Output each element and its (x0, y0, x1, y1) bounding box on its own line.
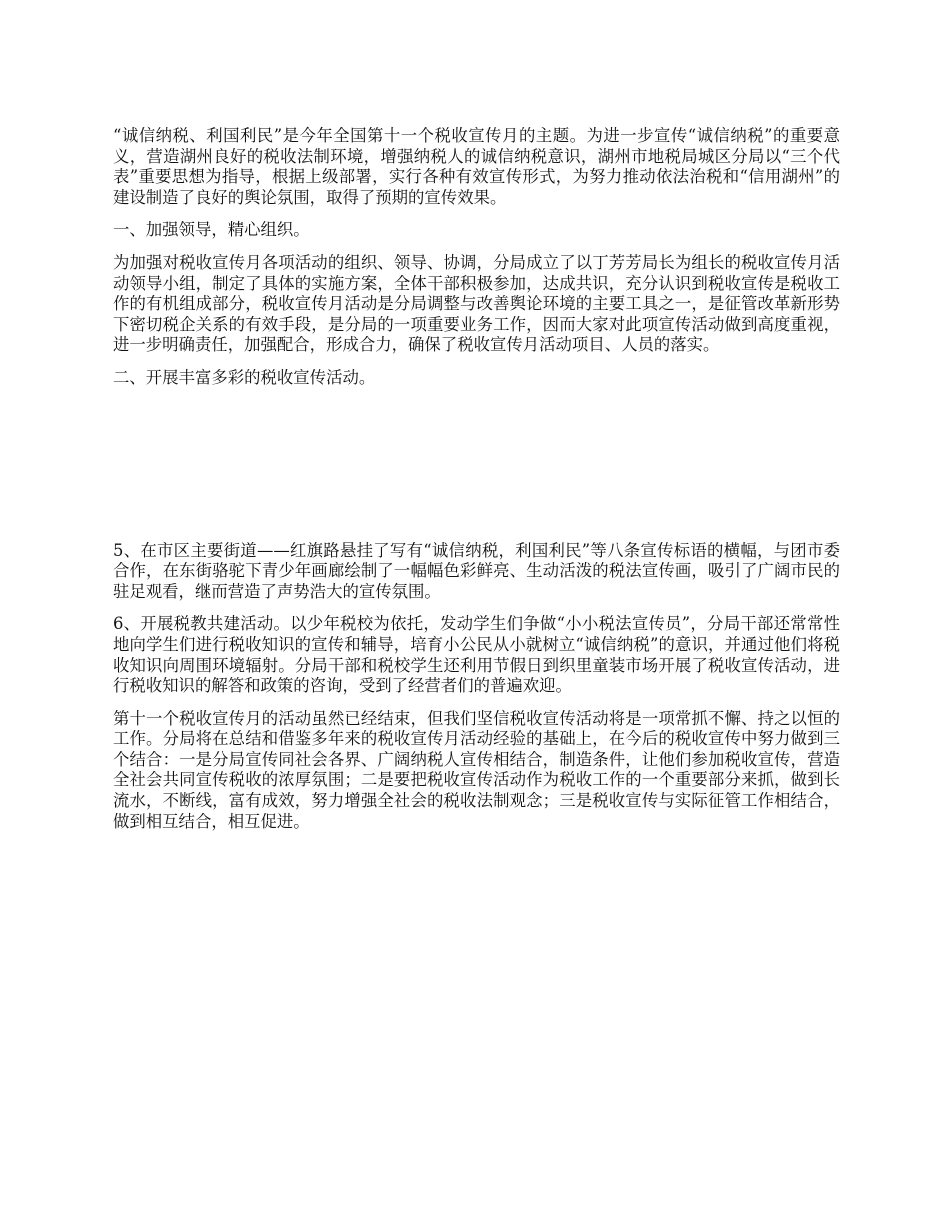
section-1-paragraph: 为加强对税收宣传月各项活动的组织、领导、协调，分局成立了以丁芳芳局长为组长的税收宣传月活动领导小组，制定了具体的实施方案，全体干部积极参加，达成共识，充分认识到税收宣传是税收工作的有机组成部分，税收宣传月活动是分局调整与改善舆论环境的主要工具之一，是征管改革新形势下密切税企关系的有效手段，是分局的一项重要业务工作，因而大家对此项宣传活动做到高度重视，进一步明确责任，加强配合，形成合力，确保了税收宣传月活动项目、人员的落实。 (113, 252, 840, 355)
section-heading-2: 二、开展丰富多彩的税收宣传活动。 (113, 367, 376, 387)
document-body (113, 126, 840, 844)
item-6-paragraph: 6、开展税教共建活动。以少年税校为依托，发动学生们争做“小小税法宣传员”，分局干部还常常性地向学生们进行税收知识的宣传和辅导，培育小公民从小就树立“诚信纳税”的意识，并通过他们将税收知识向周围环境辐射。分局干部和税校学生还利用节假日到织里童装市场开展了税收宣传活动，进行税收知识的解答和政策的咨询，受到了经营者们的普遍欢迎。 (113, 614, 840, 696)
intro-paragraph: “诚信纳税、利国利民”是今年全国第十一个税收宣传月的主题。为进一步宣传“诚信纳税”的重要意义，营造湖州良好的税收法制环境，增强纳税人的诚信纳税意识，湖州市地税局城区分局以“三个代表”重要思想为指导，根据上级部署，实行各种有效宣传形式，为努力推动依法治税和“信用湖州”的建设制造了良好的舆论氛围，取得了预期的宣传效果。 (113, 126, 840, 207)
conclusion-paragraph: 第十一个税收宣传月的活动虽然已经结束，但我们坚信税收宣传活动将是一项常抓不懈、持之以恒的工作。分局将在总结和借鉴多年来的税收宣传月活动经验的基础上，在今后的税收宣传中努力做到三个结合：一是分局宣传同社会各界、广阔纳税人宣传相结合，制造条件，让他们参加税收宣传，营造全社会共同宣传税收的浓厚氛围；二是要把税收宣传活动作为税收工作的一个重要部分来抓，做到长流水，不断线，富有成效，努力增强全社会的税收法制观念；三是税收宣传与实际征管工作相结合，做到相互结合，相互促进。 (113, 708, 840, 831)
section-heading-1: 一、加强领导，精心组织。 (113, 220, 310, 240)
item-5-paragraph: 5、在市区主要街道——红旗路悬挂了写有“诚信纳税，利国利民”等八条宣传标语的横幅，与团市委合作，在东街骆驼下青少年画廊绘制了一幅幅色彩鲜亮、生动活泼的税法宣传画，吸引了广阔市民的驻足观看，继而营造了声势浩大的宣传氛围。 (113, 540, 840, 601)
blank-space (113, 401, 840, 541)
